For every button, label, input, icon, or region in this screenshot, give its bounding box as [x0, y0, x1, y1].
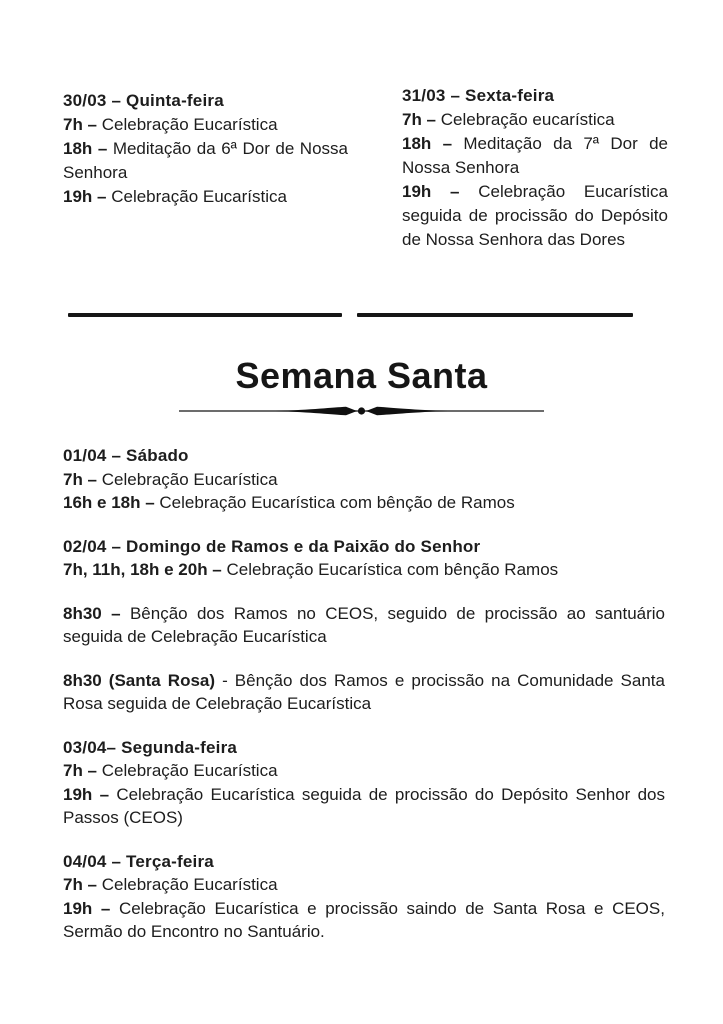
- schedule-entry: [63, 783, 665, 830]
- holy-week-schedule: [63, 444, 665, 944]
- entry-text: Celebração Eucarística com bênção de Ramos: [159, 493, 515, 512]
- schedule-entry: [63, 669, 665, 716]
- schedule-entry: [63, 558, 665, 582]
- day-heading: 02/04 – Domingo de Ramos e da Paixão do Senhor: [63, 536, 481, 556]
- entry-time: 7h –: [63, 761, 98, 780]
- entry-time: 18h –: [63, 139, 108, 158]
- schedule-entry: [402, 132, 668, 180]
- entry-time: 19h –: [63, 784, 110, 804]
- day-heading: 30/03 – Quinta-feira: [63, 91, 224, 110]
- entry-time: 19h –: [402, 182, 460, 201]
- schedule-entry: [402, 180, 668, 252]
- entry-time: 18h –: [402, 134, 453, 153]
- day-block-01-04: [63, 444, 665, 515]
- day-block-31-03: [402, 84, 668, 252]
- day-block-04-04: [63, 850, 665, 944]
- entry-time: 7h –: [63, 875, 98, 894]
- schedule-entry: [63, 491, 665, 515]
- entry-time: 19h –: [63, 898, 111, 918]
- entry-time: 7h, 11h, 18h e 20h –: [63, 560, 222, 579]
- schedule-entry: [63, 468, 665, 492]
- divider-rule-left: [68, 313, 342, 317]
- entry-text: Celebração Eucarística: [101, 761, 278, 780]
- entry-time: 8h30 (Santa Rosa): [63, 670, 216, 690]
- schedule-entry: [63, 113, 348, 137]
- schedule-entry: [402, 108, 668, 132]
- entry-text: Bênção dos Ramos no CEOS, seguido de procissão ao santuário seguida de Celebração Eucarística: [63, 603, 665, 646]
- schedule-entry: [63, 602, 665, 649]
- event-block-8h30-santa-rosa: [63, 669, 665, 716]
- entry-text: Meditação da 6ª Dor de Nossa Senhora: [63, 139, 348, 182]
- schedule-entry: [63, 897, 665, 944]
- entry-time: 8h30 –: [63, 603, 121, 623]
- day-heading: 31/03 – Sexta-feira: [402, 86, 555, 105]
- ornament-divider-icon: [179, 403, 544, 419]
- divider-rule-right: [357, 313, 633, 317]
- ornament-left-spindle: [275, 407, 357, 416]
- ornament-right-spindle: [366, 407, 448, 416]
- day-block-30-03: [63, 89, 348, 209]
- day-block-02-04: [63, 535, 665, 582]
- entry-text: Celebração Eucarística e procissão saindo de Santa Rosa e CEOS, Sermão do Encontro no Santuário.: [63, 898, 665, 941]
- schedule-entry: [63, 873, 665, 897]
- day-heading: 03/04– Segunda-feira: [63, 737, 238, 757]
- entry-text: Celebração Eucarística seguida de procissão do Depósito de Nossa Senhora das Dores: [402, 182, 668, 249]
- day-block-03-04: [63, 736, 665, 830]
- entry-time: 7h –: [402, 110, 437, 129]
- day-heading: 04/04 – Terça-feira: [63, 851, 214, 871]
- schedule-entry: [63, 137, 348, 185]
- entry-text: Celebração Eucarística seguida de procissão do Depósito Senhor dos Passos (CEOS): [63, 784, 665, 827]
- event-block-8h30-ceos: [63, 602, 665, 649]
- entry-time: 7h –: [63, 115, 98, 134]
- entry-text: Celebração Eucarística com bênção Ramos: [226, 560, 559, 579]
- ornament-center-dot: [358, 407, 365, 414]
- entry-text: Meditação da 7ª Dor de Nossa Senhora: [402, 134, 668, 177]
- entry-time: 16h e 18h –: [63, 493, 155, 512]
- day-heading: 01/04 – Sábado: [63, 446, 189, 465]
- entry-time: 7h –: [63, 469, 98, 489]
- entry-text: Celebração Eucarística: [101, 469, 278, 489]
- section-title: Semana Santa: [235, 355, 488, 396]
- entry-text: Celebração Eucarística: [111, 187, 287, 206]
- entry-text: Celebração eucarística: [440, 110, 615, 129]
- entry-text: Celebração Eucarística: [101, 115, 278, 134]
- schedule-entry: [63, 185, 348, 209]
- schedule-entry: [63, 759, 665, 783]
- entry-text: - Bênção dos Ramos e procissão na Comunidade Santa Rosa seguida de Celebração Eucarística: [63, 670, 665, 713]
- entry-time: 19h –: [63, 187, 107, 206]
- entry-text: Celebração Eucarística: [101, 875, 278, 894]
